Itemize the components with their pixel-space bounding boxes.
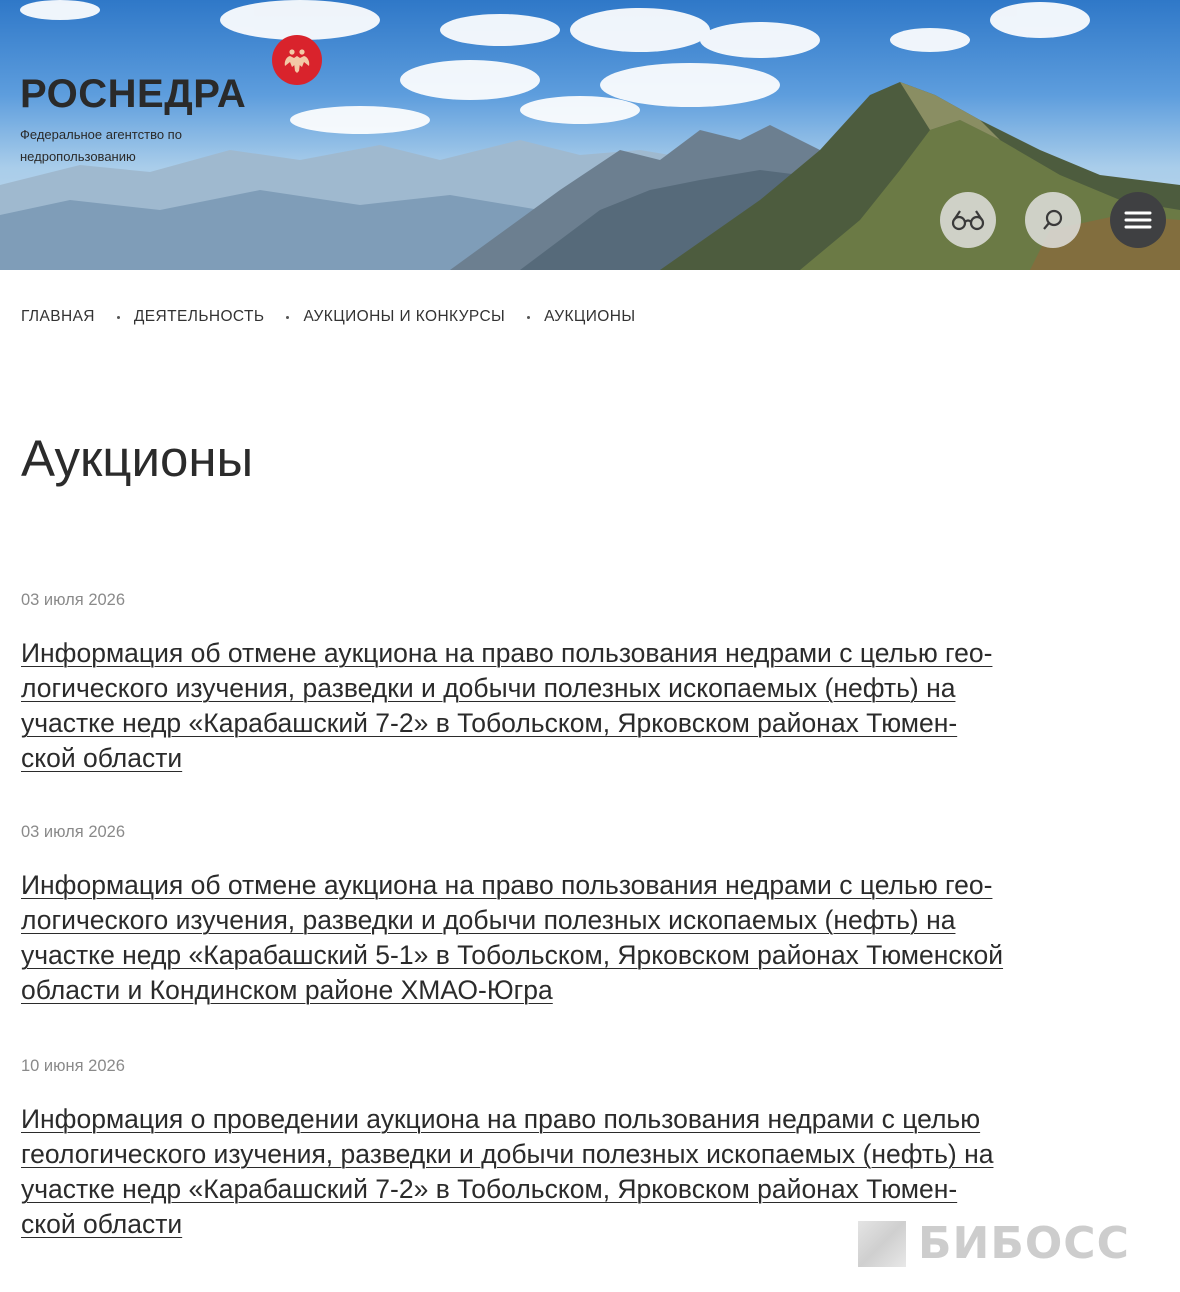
- header-banner: [0, 0, 1180, 270]
- news-item-link[interactable]: [21, 636, 1171, 776]
- news-item-link-line: логического изучения, разведки и добычи полезных ископаемых (нефть) на: [21, 905, 956, 935]
- menu-button[interactable]: [1110, 192, 1166, 248]
- page-title: Аукционы: [21, 430, 254, 487]
- site-logo-title[interactable]: РОСНЕДРА: [20, 72, 247, 116]
- watermark: [858, 1218, 1130, 1269]
- breadcrumb-separator: [117, 316, 120, 319]
- news-item-date: 03 июля 2026: [21, 823, 126, 841]
- news-item: [21, 590, 1171, 776]
- news-item-link-line: ской области: [21, 1209, 183, 1239]
- breadcrumb-auctions-and-contests[interactable]: АУКЦИОНЫ И КОНКУРСЫ: [303, 308, 506, 325]
- hamburger-menu-icon: [1124, 210, 1152, 230]
- breadcrumb-auctions[interactable]: АУКЦИОНЫ: [544, 308, 636, 325]
- watermark-logo-icon: [858, 1221, 906, 1267]
- news-item-link-line: Информация об отмене аукциона на право пользования недрами с целью гео-: [21, 638, 993, 668]
- search-button[interactable]: [1025, 192, 1081, 248]
- news-item-link-line: Информация об отмене аукциона на право пользования недрами с целью гео-: [21, 870, 993, 900]
- news-item-link-line: ской области: [21, 743, 183, 773]
- accessibility-glasses-button[interactable]: [940, 192, 996, 248]
- glasses-icon: [951, 209, 985, 231]
- news-item-link[interactable]: [21, 868, 1171, 1008]
- news-item-link-line: участке недр «Карабашский 7-2» в Тобольском, Ярковском районах Тюмен-: [21, 708, 958, 738]
- news-item-date: 10 июня 2026: [21, 1057, 125, 1075]
- news-item-link-line: геологического изучения, разведки и добычи полезных ископаемых (нефть) на: [21, 1139, 994, 1169]
- news-item-link-line: участке недр «Карабашский 5-1» в Тобольском, Ярковском районах Тюменской: [21, 940, 1004, 970]
- breadcrumb-separator: [286, 316, 289, 319]
- breadcrumb-activity[interactable]: ДЕЯТЕЛЬНОСТЬ: [133, 308, 265, 325]
- watermark-text: БИБОСС: [918, 1218, 1130, 1269]
- news-item-link-line: логического изучения, разведки и добычи полезных ископаемых (нефть) на: [21, 673, 956, 703]
- breadcrumb-home[interactable]: ГЛАВНАЯ: [21, 308, 95, 325]
- news-item-link-line: участке недр «Карабашский 7-2» в Тобольском, Ярковском районах Тюмен-: [21, 1174, 958, 1204]
- news-item-link-line: Информация о проведении аукциона на право пользования недрами с целью: [21, 1104, 981, 1134]
- search-icon: [1041, 208, 1065, 232]
- site-logo-subtitle: Федеральное агентство по недропользованию: [20, 127, 182, 164]
- breadcrumb: [21, 308, 635, 326]
- news-item-date: 03 июля 2026: [21, 591, 126, 609]
- breadcrumb-separator: [527, 316, 530, 319]
- news-item: [21, 1056, 1171, 1242]
- emblem-icon: [272, 35, 322, 85]
- news-item-link-line: области и Кондинском районе ХМАО-Югра: [21, 975, 553, 1005]
- news-item: [21, 822, 1171, 1008]
